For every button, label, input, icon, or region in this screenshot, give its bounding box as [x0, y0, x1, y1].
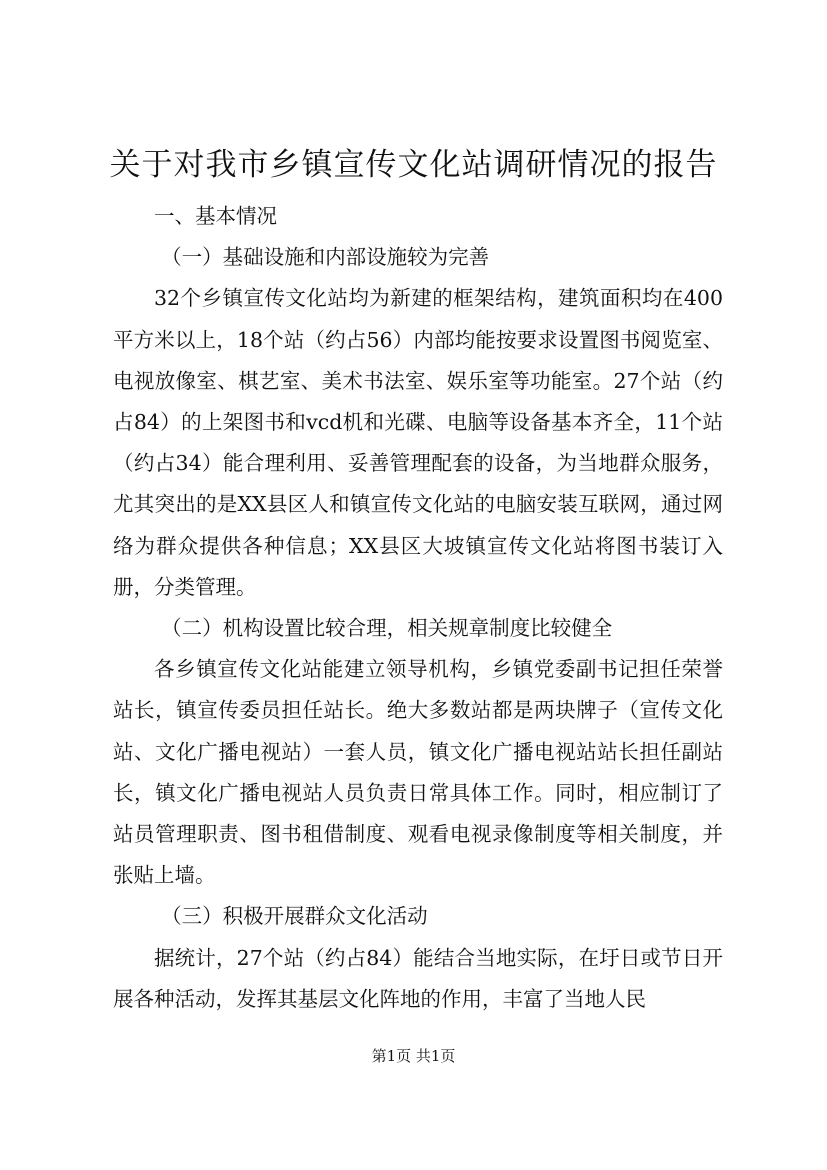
subsection-heading-facilities: （一）基础设施和内部设施较为完善 [161, 245, 490, 270]
paragraph-activities: 据统计，27个站（约占84）能结合当地实际，在圩日或节日开展各种活动，发挥其基层文化阵地的作用，丰富了当地人民 [113, 945, 723, 1011]
paragraph-organization: 各乡镇宣传文化站能建立领导机构，乡镇党委副书记担任荣誉站长，镇宣传委员担任站长。绝大多数站都是两块牌子（宣传文化站、文化广播电视站）一套人员，镇文化广播电视站站长担任副站长，镇文化广播电视站人员负责日常具体工作。同时，相应制订了站员管理职责、图书租借制度、观看电视录像制度等相关制度，并张贴上墙。 [113, 657, 723, 888]
document-title: 关于对我市乡镇宣传文化站调研情况的报告 [109, 147, 718, 183]
page-footer: 第1页 共1页 [371, 1047, 456, 1065]
section-heading-basic: 一、基本情况 [154, 204, 277, 228]
document-body [113, 196, 723, 1020]
paragraph-facilities: 32个乡镇宣传文化站均为新建的框架结构，建筑面积均在400平方米以上，18个站（约占56）内部均能按要求设置图书阅览室、电视放像室、棋艺室、美术书法室、娱乐室等功能室。27个站（约占84）的上架图书和vcd机和光碟、电脑等设备基本齐全，11个站（约占34）能合理利用、妥善管理配套的设备，为当地群众服务，尤其突出的是XX县区人和镇宣传文化站的电脑安装互联网，通过网络为群众提供各种信息；XX县区大坡镇宣传文化站将图书装订入册，分类管理。 [113, 286, 723, 599]
subsection-heading-activities: （三）积极开展群众文化活动 [161, 904, 428, 929]
subsection-heading-organization: （二）机构设置比较合理，相关规章制度比较健全 [161, 616, 613, 641]
